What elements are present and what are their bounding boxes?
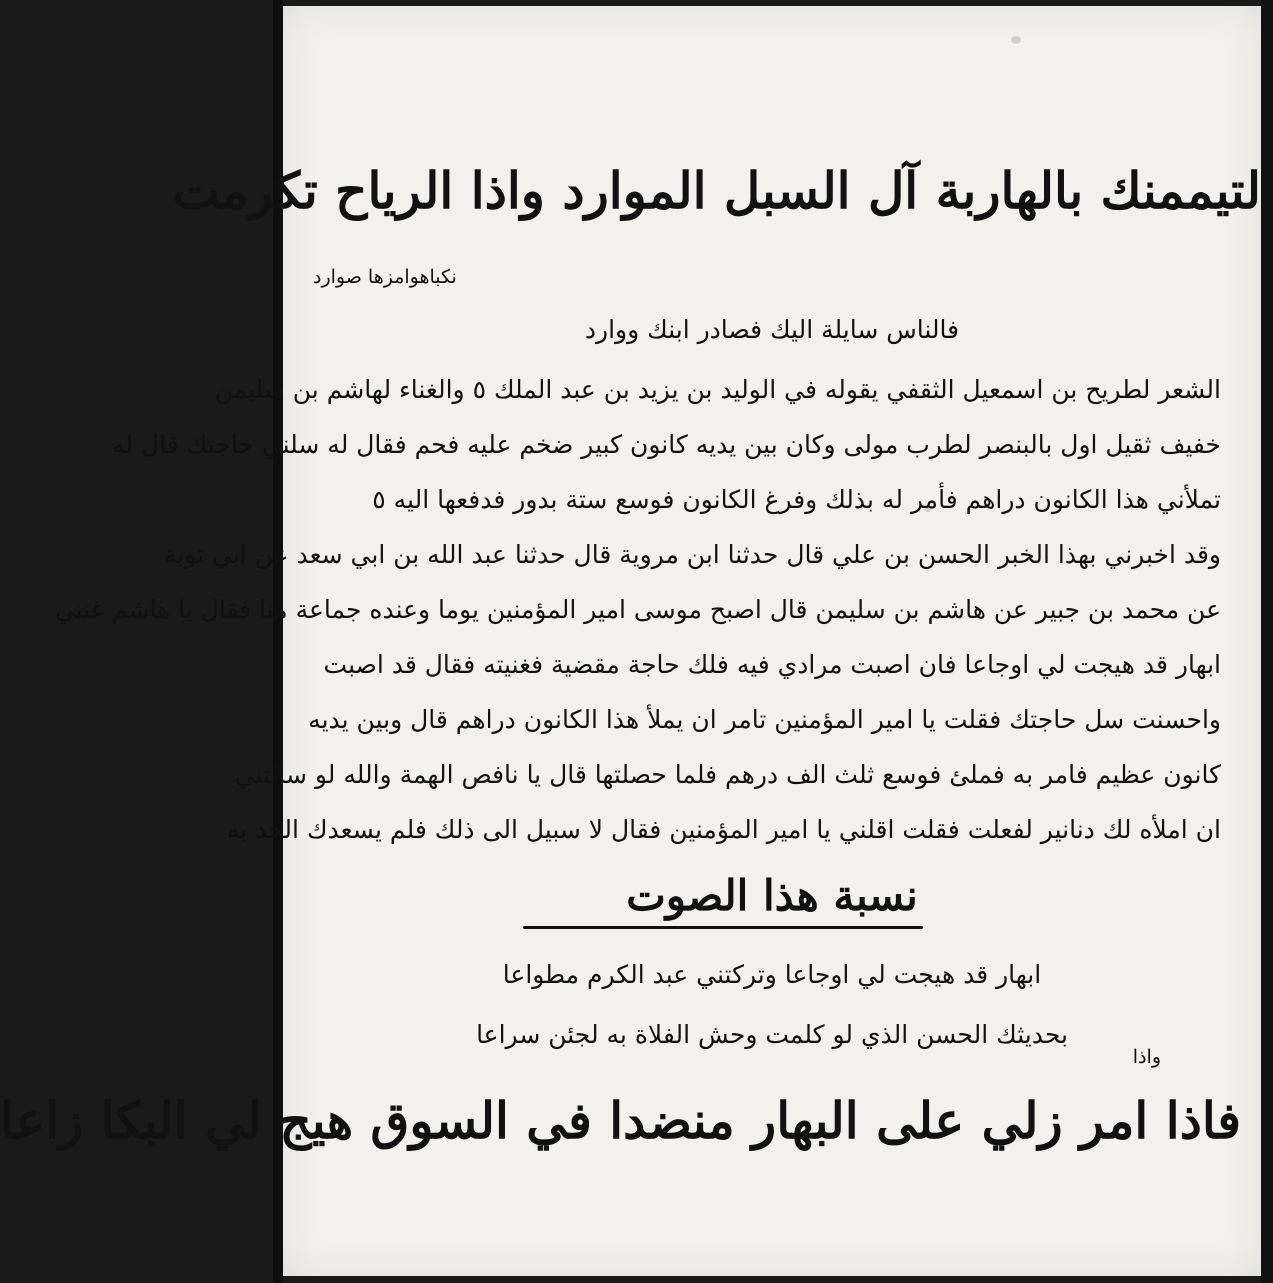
- ink-spot: [1011, 36, 1021, 44]
- text-line: تملأني هذا الكانون دراهم فأمر له بذلك وفرغ الكانون فوسع ستة بدور فدفعها اليه ٥: [372, 485, 1221, 514]
- section-heading: نسبة هذا الصوت: [626, 871, 918, 920]
- scan-margin-right: [1261, 0, 1273, 1283]
- text-line: وقد اخبرني بهذا الخبر الحسن بن علي قال حدثنا ابن مروية قال حدثنا عبد الله بن ابي سعد عن ابي توبة: [163, 540, 1221, 569]
- text-line: عن محمد بن جبير عن هاشم بن سليمن قال اصبح موسى امير المؤمنين يوما وعنده جماعة منا فقال يا هاشم غنني: [54, 595, 1221, 624]
- manuscript-page: [0, 6, 1261, 1276]
- verse-line: بحديثك الحسن الذي لو كلمت وحش الفلاة به لجئن سراعا: [476, 1020, 1068, 1049]
- catchword: واذا: [1132, 1046, 1161, 1068]
- verse-line: فالناس سايلة اليك فصادر ابنك ووارد: [584, 315, 960, 344]
- text-line: واحسنت سل حاجتك فقلت يا امير المؤمنين تامر ان يملأ هذا الكانون دراهم قال وبين يديه: [308, 705, 1221, 734]
- verse-line: ابهار قد هيجت لي اوجاعا وتركتني عبد الكرم مطواعا: [502, 960, 1042, 989]
- heading-underline: [523, 926, 923, 929]
- text-line: كانون عظيم فامر به فملئ فوسع ثلث الف درهم فلما حصلتها قال يا نافص الهمة والله لو سالتني: [234, 760, 1221, 789]
- opening-verse-line: لتيممنك بالهاربة آل السبل الموارد واذا الرياح تكرمت: [172, 161, 1261, 220]
- text-line: خفيف ثقيل اول بالبنصر لطرب مولى وكان بين يديه كانون كبير ضخم عليه فحم فقال له سلني حاجتك قال له: [112, 430, 1221, 459]
- closing-verse-line: فاذا امر زلي على البهار منضدا في السوق هيج لي البكا زاعا: [0, 1091, 1241, 1150]
- text-line: ان املأه لك دنانير لفعلت فقلت اقلني يا امير المؤمنين فقال لا سبيل الى ذلك فلم يسعدك الجد به: [226, 815, 1221, 844]
- verse-continuation: نكباهوامزها صوارد: [313, 266, 457, 288]
- text-line: ابهار قد هيجت لي اوجاعا فان اصبت مرادي فيه فلك حاجة مقضية فغنيته فقال قد اصبت: [323, 650, 1221, 679]
- text-line: الشعر لطريح بن اسمعيل الثقفي يقوله في الوليد بن يزيد بن عبد الملك ٥ والغناء لهاشم بن سليمن: [214, 375, 1221, 404]
